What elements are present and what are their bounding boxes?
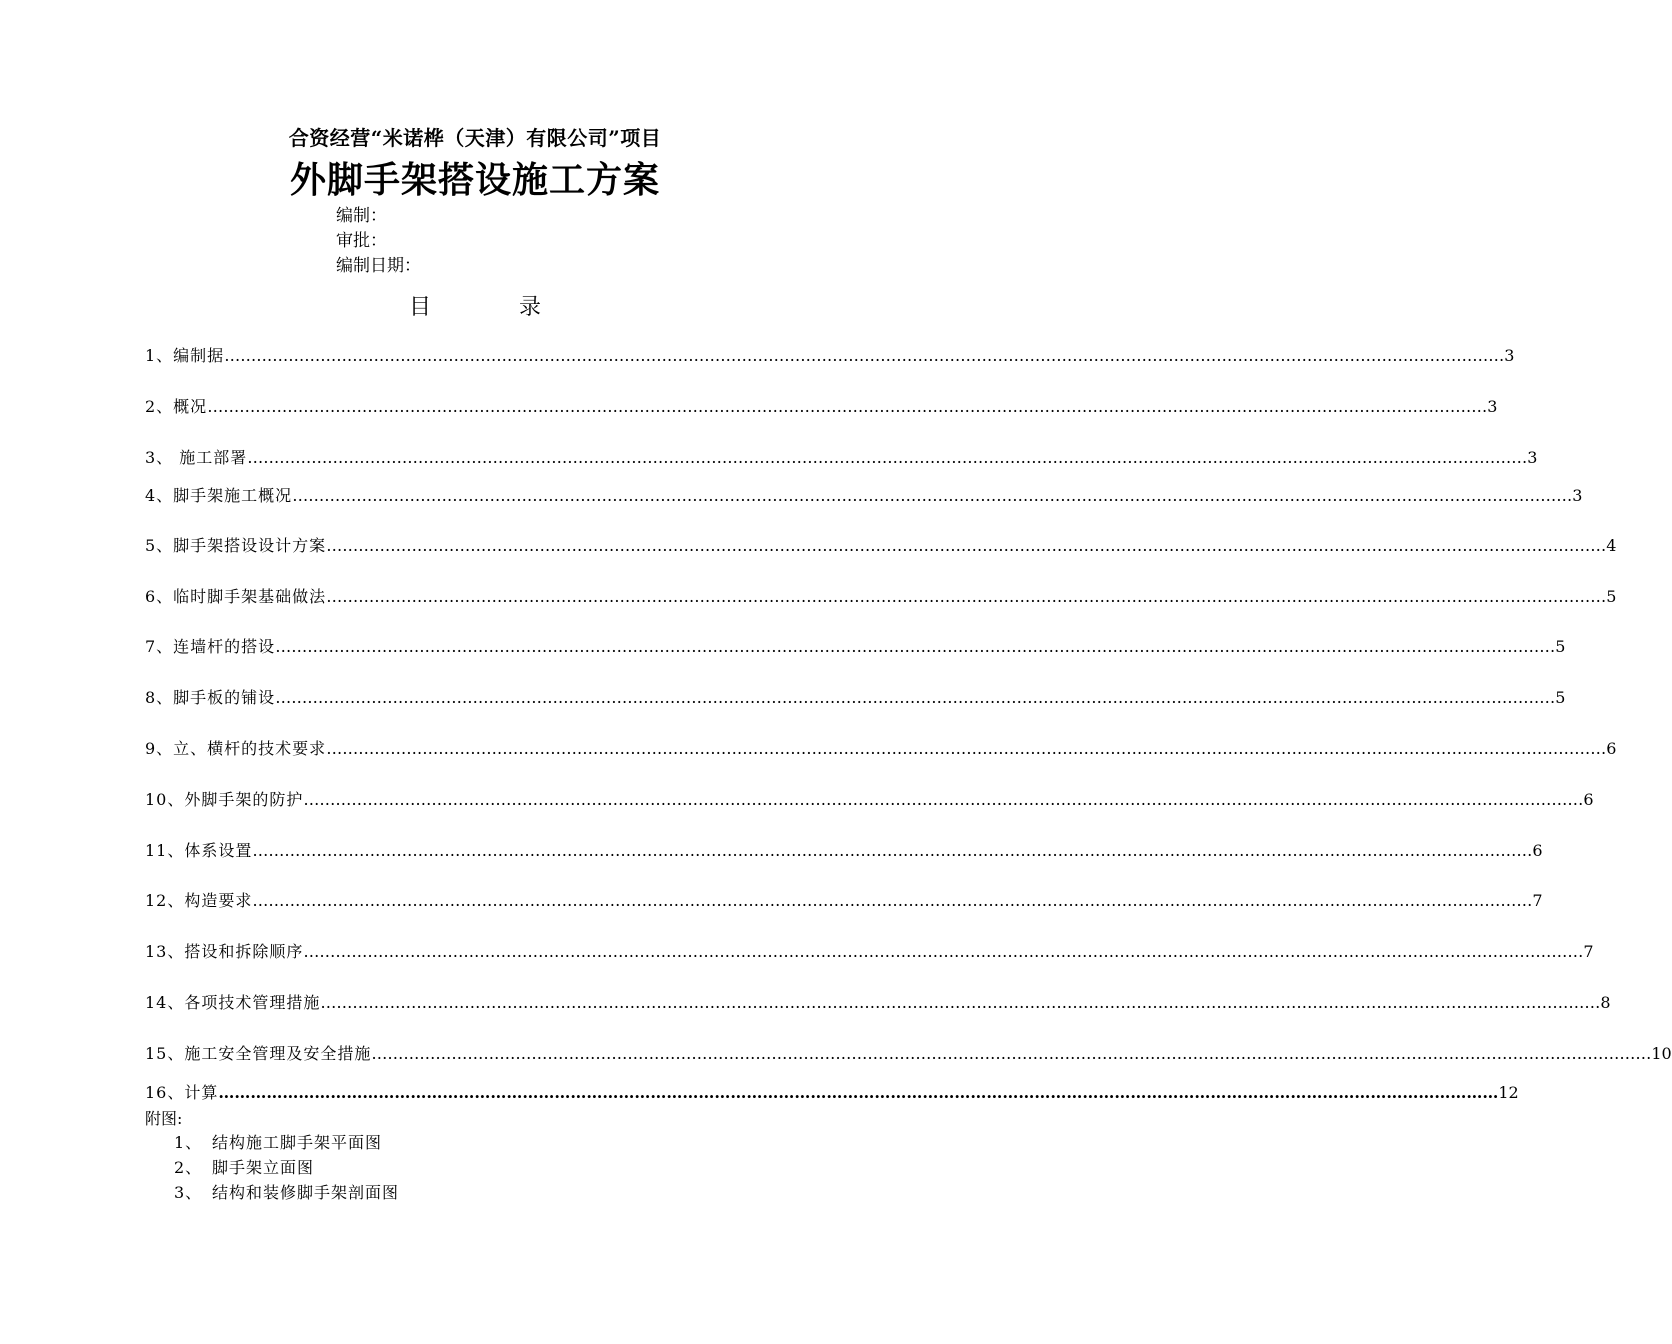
toc-leader-dots: …………………………………………………………………………………………………………………………………………………………………………………………………………………… (303, 790, 1584, 809)
toc-entry-page: 5 (1555, 637, 1566, 656)
toc-entry-page: 6 (1606, 739, 1617, 758)
toc-entry[interactable] (145, 990, 1611, 1012)
toc-entry-label: 1、编制据 (145, 346, 225, 365)
toc-entry[interactable] (145, 584, 1617, 606)
toc-entry-label: 10、外脚手架的防护 (145, 790, 304, 809)
toc-entry-label: 11、体系设置 (145, 841, 253, 860)
toc-entry[interactable] (145, 343, 1515, 365)
toc-leader-dots: …………………………………………………………………………………………………………………………………………………………………………………………………………………… (275, 637, 1556, 656)
toc-entry[interactable] (145, 533, 1617, 555)
toc-entry-page: 3 (1504, 346, 1515, 365)
toc-entry-label: 16、计算 (145, 1083, 219, 1102)
appendix-item (174, 1130, 382, 1153)
toc-entry-label: 14、各项技术管理措施 (145, 993, 321, 1012)
document-title: 外脚手架搭设施工方案 (289, 159, 660, 201)
toc-leader-dots: …………………………………………………………………………………………………………………………………………………………………………………………………………………… (292, 486, 1573, 505)
toc-entry-page: 4 (1606, 536, 1617, 555)
toc-entry[interactable] (145, 787, 1594, 809)
toc-entry-page: 8 (1600, 993, 1611, 1012)
toc-heading (0, 290, 950, 321)
toc-entry-page: 6 (1583, 790, 1594, 809)
toc-entry[interactable] (145, 445, 1538, 467)
toc-entry[interactable] (145, 939, 1594, 961)
toc-entry-page: 6 (1532, 841, 1543, 860)
toc-entry-page: 7 (1583, 942, 1594, 961)
toc-entry[interactable] (145, 1041, 1672, 1063)
appendix-item (174, 1180, 399, 1203)
toc-entry-page: 10 (1651, 1044, 1672, 1063)
appendix-heading: 附图: (145, 1109, 183, 1128)
toc-leader-dots: …………………………………………………………………………………………………………………………………………………………………………………………………………………… (247, 448, 1528, 467)
toc-leader-dots: …………………………………………………………………………………………………………………………………………………………………………………………………………………… (326, 587, 1607, 606)
toc-leader-dots: …………………………………………………………………………………………………………………………………………………………………………………………………………………… (326, 739, 1607, 758)
toc-entry-page: 3 (1572, 486, 1583, 505)
toc-entry-page: 12 (1498, 1083, 1519, 1102)
toc-entry-label: 13、搭设和拆除顺序 (145, 942, 304, 961)
toc-entry-label: 5、脚手架搭设设计方案 (145, 536, 327, 555)
toc-leader-dots: …………………………………………………………………………………………………………………………………………………………………………………………………………………… (303, 942, 1584, 961)
toc-entry-page: 7 (1532, 891, 1543, 910)
toc-entry[interactable] (145, 1080, 1519, 1102)
compiler-label: 编制： (336, 206, 387, 226)
toc-heading-left: 目 (408, 295, 431, 320)
toc-leader-dots: …………………………………………………………………………………………………………………………………………………………………………………………………………………… (218, 1083, 1499, 1102)
toc-entry[interactable] (145, 634, 1566, 656)
toc-leader-dots: …………………………………………………………………………………………………………………………………………………………………………………………………………………… (326, 536, 1607, 555)
toc-entry-label: 2、概况 (145, 397, 208, 416)
appendix-item-number: 2、 (174, 1158, 203, 1177)
toc-leader-dots: …………………………………………………………………………………………………………………………………………………………………………………………………………………… (224, 346, 1505, 365)
toc-entry-label: 8、脚手板的铺设 (145, 688, 276, 707)
toc-leader-dots: …………………………………………………………………………………………………………………………………………………………………………………………………………………… (252, 891, 1533, 910)
toc-entry-label: 15、施工安全管理及安全措施 (145, 1044, 372, 1063)
toc-entry-label: 3、 施工部署 (145, 448, 248, 467)
toc-entry[interactable] (145, 394, 1498, 416)
toc-entry-page: 5 (1606, 587, 1617, 606)
appendix-item-number: 3、 (174, 1183, 203, 1202)
toc-entry-page: 3 (1487, 397, 1498, 416)
toc-heading-right: 录 (519, 295, 542, 320)
toc-leader-dots: …………………………………………………………………………………………………………………………………………………………………………………………………………………… (320, 993, 1601, 1012)
appendix-item-label: 结构施工脚手架平面图 (212, 1133, 383, 1152)
toc-leader-dots: …………………………………………………………………………………………………………………………………………………………………………………………………………………… (207, 397, 1488, 416)
toc-entry[interactable] (145, 888, 1543, 910)
toc-entry-label: 4、脚手架施工概况 (145, 486, 293, 505)
toc-entry-page: 3 (1527, 448, 1538, 467)
toc-entry-label: 6、临时脚手架基础做法 (145, 587, 327, 606)
toc-entry[interactable] (145, 838, 1543, 860)
toc-entry[interactable] (145, 736, 1617, 758)
toc-leader-dots: …………………………………………………………………………………………………………………………………………………………………………………………………………………… (275, 688, 1556, 707)
approval-label: 审批： (336, 231, 387, 251)
appendix-item-number: 1、 (174, 1133, 203, 1152)
appendix-item-label: 脚手架立面图 (212, 1158, 315, 1177)
project-subtitle: 合资经营“米诺桦（天津）有限公司”项目 (288, 126, 662, 150)
toc-entry[interactable] (145, 685, 1566, 707)
toc-entry[interactable] (145, 483, 1583, 505)
appendix-item (174, 1155, 314, 1178)
toc-leader-dots: …………………………………………………………………………………………………………………………………………………………………………………………………………………… (252, 841, 1533, 860)
toc-leader-dots: …………………………………………………………………………………………………………………………………………………………………………………………………………………… (371, 1044, 1652, 1063)
toc-entry-label: 12、构造要求 (145, 891, 253, 910)
toc-entry-page: 5 (1555, 688, 1566, 707)
date-label: 编制日期： (336, 256, 421, 276)
toc-entry-label: 9、立、横杆的技术要求 (145, 739, 327, 758)
toc-entry-label: 7、连墙杆的搭设 (145, 637, 276, 656)
appendix-item-label: 结构和装修脚手架剖面图 (212, 1183, 400, 1202)
